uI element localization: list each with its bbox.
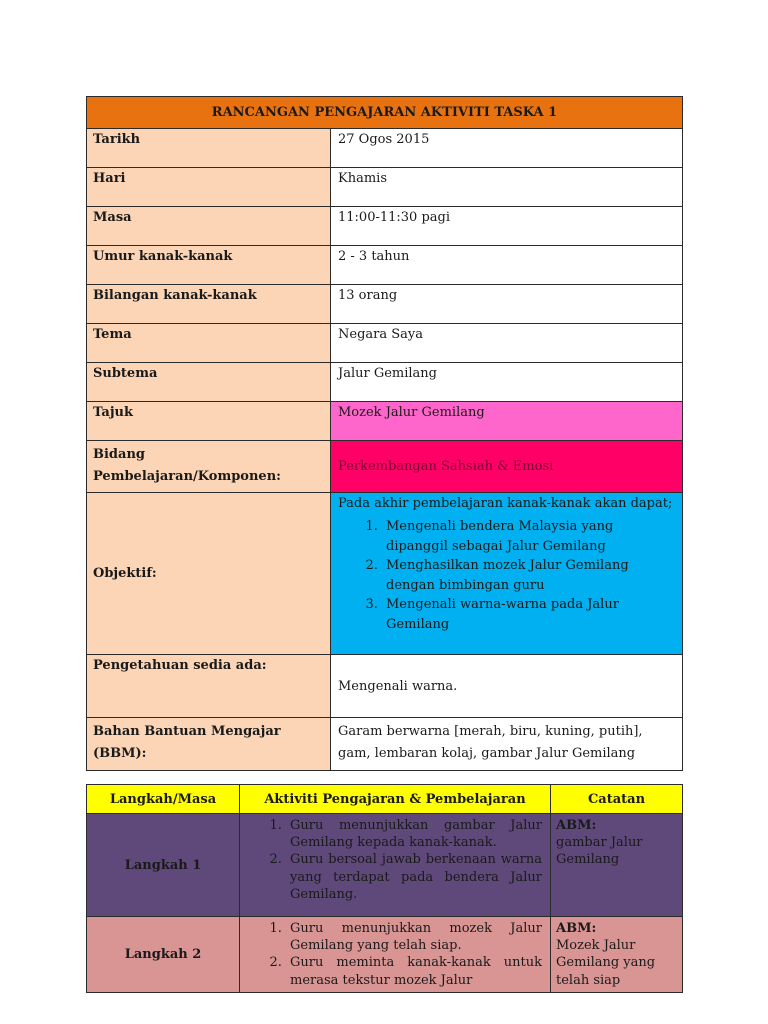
value-subtema: Jalur Gemilang [331,363,683,402]
list-item: 2. Guru meminta kanak-kanak untuk merasa tekstur mozek Jalur [286,954,542,988]
value-tajuk: Mozek Jalur Gemilang [331,402,683,441]
label-tarikh: Tarikh [87,129,331,168]
header-langkah: Langkah/Masa [87,785,240,814]
label-bidang-line1: Bidang [93,447,145,462]
label-bilangan: Bilangan kanak-kanak [87,285,331,324]
lesson-plan-document [86,96,682,993]
table-row [87,917,683,993]
activity-list [240,920,550,989]
table-row [87,814,683,917]
objektif-list [338,517,675,634]
note-text: gambar Jalur Gemilang [556,835,643,868]
list-item: 1. Guru menunjukkan gambar Jalur Gemilang kepada kanak-kanak. [286,817,542,851]
step-label: Langkah 1 [87,814,240,917]
value-bilangan: 13 orang [331,285,683,324]
label-bidang-line2: Pembelajaran/Komponen: [93,469,281,484]
step-label: Langkah 2 [87,917,240,993]
objektif-item: 3. Mengenali warna-warna pada Jalur Gemilang [382,595,675,634]
value-bidang: Perkembangan Sahsiah & Emosi [331,441,683,493]
note-title: ABM: [556,818,597,833]
value-objektif [331,493,683,655]
label-hari: Hari [87,168,331,207]
lesson-info-table [86,96,683,771]
value-hari: Khamis [331,168,683,207]
note-title: ABM: [556,921,597,936]
label-subtema: Subtema [87,363,331,402]
header-aktiviti: Aktiviti Pengajaran & Pembelajaran [240,785,551,814]
label-tajuk: Tajuk [87,402,331,441]
label-pengetahuan: Pengetahuan sedia ada: [87,655,331,718]
label-bbm: Bahan Bantuan Mengajar (BBM): [87,718,331,771]
activity-list [240,817,550,903]
value-bbm: Garam berwarna [merah, biru, kuning, putih], gam, lembaran kolaj, gambar Jalur Gemilang [331,718,683,771]
note-cell [551,814,683,917]
label-objektif: Objektif: [87,493,331,655]
list-item: 1. Guru menunjukkan mozek Jalur Gemilang yang telah siap. [286,920,542,954]
label-bidang [87,441,331,493]
label-tema: Tema [87,324,331,363]
value-pengetahuan: Mengenali warna. [331,655,683,718]
list-item: 2. Guru bersoal jawab berkenaan warna yang terdapat pada bendera Jalur Gemilang. [286,851,542,903]
header-catatan: Catatan [551,785,683,814]
activity-cell [240,917,551,993]
objektif-item: 2. Menghasilkan mozek Jalur Gemilang dengan bimbingan guru [382,556,675,595]
value-umur: 2 - 3 tahun [331,246,683,285]
activity-table [86,784,683,993]
activity-cell [240,814,551,917]
note-text: Mozek Jalur Gemilang yang telah siap [556,938,656,988]
note-cell [551,917,683,993]
plan-title: RANCANGAN PENGAJARAN AKTIVITI TASKA 1 [87,97,683,129]
label-umur: Umur kanak-kanak [87,246,331,285]
label-masa: Masa [87,207,331,246]
objektif-item: 1. Mengenali bendera Malaysia yang dipanggil sebagai Jalur Gemilang [382,517,675,556]
value-tarikh: 27 Ogos 2015 [331,129,683,168]
objektif-intro: Pada akhir pembelajaran kanak-kanak akan dapat; [338,496,673,511]
value-tema: Negara Saya [331,324,683,363]
value-masa: 11:00-11:30 pagi [331,207,683,246]
